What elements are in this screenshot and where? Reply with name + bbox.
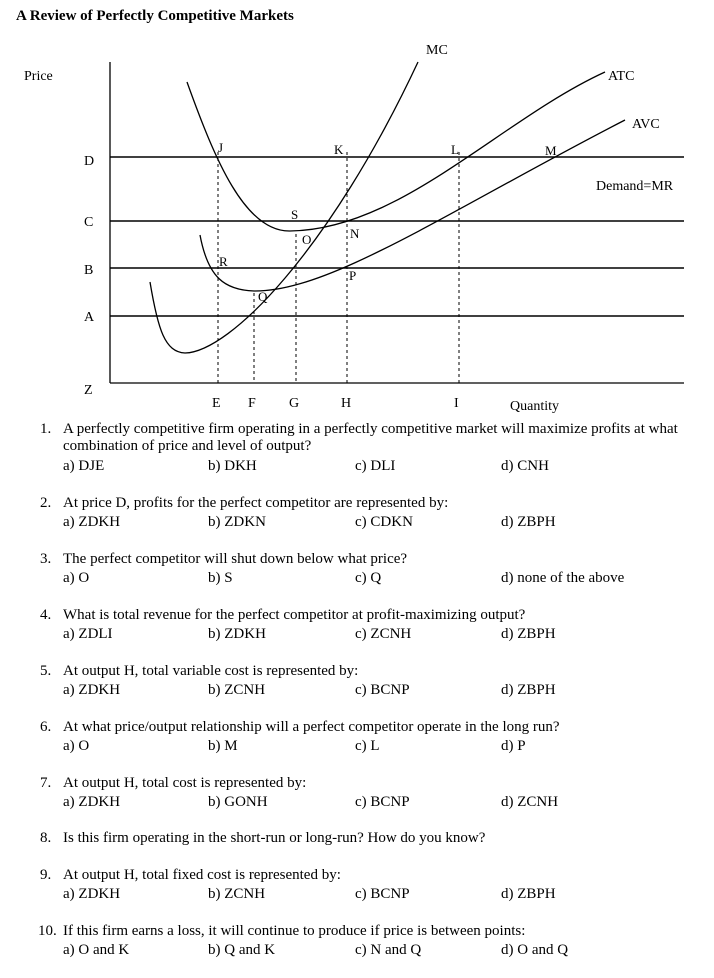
- question-10-option-b: b) Q and K: [208, 942, 276, 958]
- question-3-option-b: b) S: [208, 570, 233, 586]
- question-text: Is this firm operating in the short-run or long-run? How do you know?: [63, 830, 486, 846]
- atc-label: ATC: [608, 69, 635, 84]
- question-9-option-a: a) ZDKH: [63, 886, 121, 902]
- output-label-e: E: [212, 396, 221, 411]
- question-number: 9.: [40, 867, 52, 883]
- question-text: If this firm earns a loss, it will continue to produce if price is between points:: [63, 923, 526, 939]
- price-label-a: A: [84, 310, 95, 325]
- point-label-n: N: [350, 226, 360, 241]
- question-number: 3.: [40, 551, 52, 567]
- question-2-option-c: c) CDKN: [355, 514, 413, 530]
- question-number: 10.: [38, 923, 57, 939]
- question-2-option-d: d) ZBPH: [501, 514, 556, 530]
- question-5-option-a: a) ZDKH: [63, 682, 121, 698]
- question-1-option-c: c) DLI: [355, 458, 396, 474]
- question-7-option-b: b) GONH: [208, 794, 268, 810]
- question-number: 5.: [40, 663, 52, 679]
- question-10-option-c: c) N and Q: [355, 942, 422, 958]
- origin-label-z: Z: [84, 383, 93, 398]
- question-6-option-d: d) P: [501, 738, 526, 754]
- question-number: 2.: [40, 495, 52, 511]
- question-3-option-c: c) Q: [355, 570, 382, 586]
- question-10-option-a: a) O and K: [63, 942, 130, 958]
- question-number: 1.: [40, 421, 52, 437]
- question-1-option-b: b) DKH: [208, 458, 257, 474]
- output-label-i: I: [454, 396, 459, 411]
- question-text: A perfectly competitive firm operating in a perfectly competitive market will maximize profits at what combination of price and level of output?: [63, 421, 678, 454]
- question-3-option-d: d) none of the above: [501, 570, 625, 586]
- question-text: The perfect competitor will shut down below what price?: [63, 551, 408, 567]
- atc-curve: [187, 72, 605, 231]
- question-number: 8.: [40, 830, 52, 846]
- page-title: A Review of Perfectly Competitive Markets: [16, 8, 294, 24]
- question-9-option-d: d) ZBPH: [501, 886, 556, 902]
- question-text: At price D, profits for the perfect competitor are represented by:: [63, 495, 449, 511]
- demand-mr-label: Demand=MR: [596, 179, 674, 194]
- question-3-option-a: a) O: [63, 570, 90, 586]
- question-text: At output H, total fixed cost is represented by:: [63, 867, 341, 883]
- question-4-option-b: b) ZDKH: [208, 626, 266, 642]
- question-7-option-c: c) BCNP: [355, 794, 410, 810]
- point-label-l: L: [451, 142, 459, 157]
- cost-curves-graph: [0, 0, 714, 420]
- question-7-option-d: d) ZCNH: [501, 794, 559, 810]
- question-number: 6.: [40, 719, 52, 735]
- output-label-h: H: [341, 396, 352, 411]
- output-label-g: G: [289, 396, 300, 411]
- question-number: 7.: [40, 775, 52, 791]
- question-6-option-b: b) M: [208, 738, 238, 754]
- y-axis-label: Price: [24, 69, 53, 84]
- price-label-b: B: [84, 263, 94, 278]
- question-1-option-d: d) CNH: [501, 458, 549, 474]
- question-text: At what price/output relationship will a perfect competitor operate in the long run?: [63, 719, 560, 735]
- question-number: 4.: [40, 607, 52, 623]
- question-9-option-b: b) ZCNH: [208, 886, 266, 902]
- point-label-m: M: [545, 143, 557, 158]
- question-9-option-c: c) BCNP: [355, 886, 410, 902]
- question-4-option-c: c) ZCNH: [355, 626, 412, 642]
- question-5-option-d: d) ZBPH: [501, 682, 556, 698]
- question-5-option-b: b) ZCNH: [208, 682, 266, 698]
- mc-label: MC: [426, 43, 448, 58]
- question-text: What is total revenue for the perfect competitor at profit-maximizing output?: [63, 607, 526, 623]
- question-text: At output H, total cost is represented by:: [63, 775, 307, 791]
- avc-label: AVC: [632, 117, 660, 132]
- point-label-k: K: [334, 142, 344, 157]
- question-6-option-c: c) L: [355, 738, 380, 754]
- mc-curve: [150, 62, 418, 353]
- question-4-option-d: d) ZBPH: [501, 626, 556, 642]
- avc-curve: [200, 120, 625, 291]
- point-label-q: Q: [258, 289, 268, 304]
- point-label-r: R: [219, 254, 228, 269]
- question-2-option-b: b) ZDKN: [208, 514, 266, 530]
- question-4-option-a: a) ZDLI: [63, 626, 113, 642]
- output-label-f: F: [248, 396, 256, 411]
- question-2-option-a: a) ZDKH: [63, 514, 121, 530]
- question-5-option-c: c) BCNP: [355, 682, 410, 698]
- question-10-option-d: d) O and Q: [501, 942, 569, 958]
- question-text: At output H, total variable cost is represented by:: [63, 663, 359, 679]
- question-7-option-a: a) ZDKH: [63, 794, 121, 810]
- question-1-option-a: a) DJE: [63, 458, 105, 474]
- price-label-c: C: [84, 215, 94, 230]
- price-label-d: D: [84, 154, 95, 169]
- point-label-s: S: [291, 207, 299, 222]
- question-6-option-a: a) O: [63, 738, 90, 754]
- point-label-o: O: [302, 232, 312, 247]
- x-axis-label: Quantity: [510, 399, 559, 414]
- point-label-j: J: [218, 140, 224, 155]
- point-label-p: P: [349, 268, 357, 283]
